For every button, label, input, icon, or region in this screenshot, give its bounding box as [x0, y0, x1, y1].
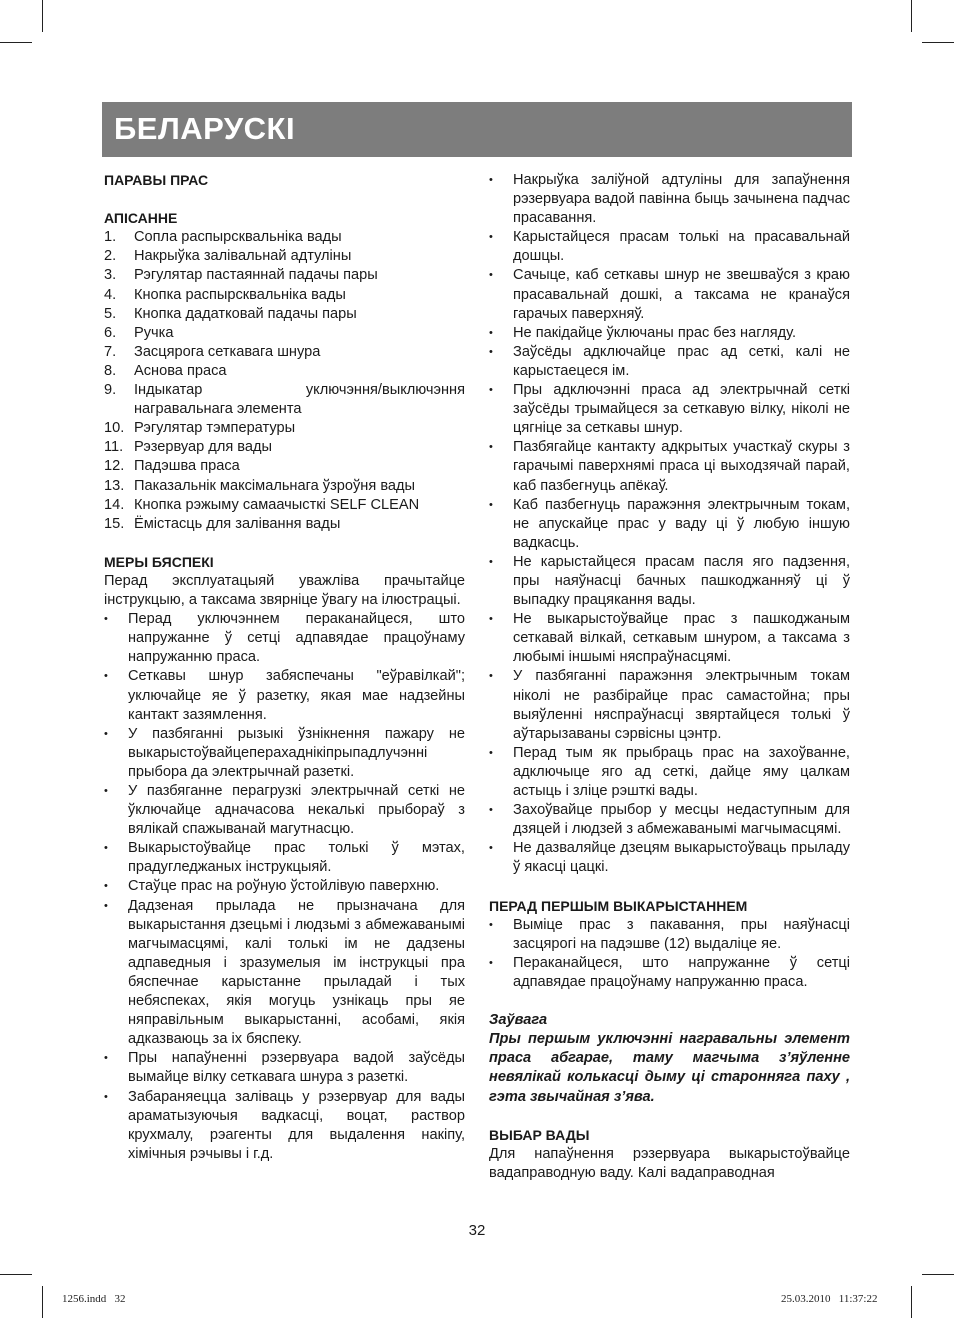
item-text: Кнопка распырсквальніка вады [134, 286, 346, 303]
item-text: Індыкатар уключэння/выключэння награвальнага элемента [134, 382, 465, 418]
list-item [489, 610, 850, 667]
list-item [104, 839, 465, 877]
list-item [489, 438, 850, 495]
list-item [104, 324, 465, 343]
bullet-icon: • [489, 670, 493, 683]
safety-list-continued [489, 171, 850, 877]
list-item [104, 1088, 465, 1164]
item-text: Рэгулятар тэмпературы [134, 420, 296, 437]
list-item [104, 381, 465, 419]
list-item [489, 801, 850, 839]
item-text: Рэзервуар для вады [134, 439, 273, 456]
list-item [489, 381, 850, 438]
item-text: Не пакідайце ўключаны прас без нагляду. [513, 324, 797, 341]
crop-mark [42, 1286, 43, 1318]
item-number: 15. [104, 515, 125, 532]
bullet-icon: • [489, 326, 493, 339]
description-heading: АПІСАННЕ [104, 210, 178, 227]
item-number: 12. [104, 458, 125, 475]
bullet-icon: • [104, 613, 108, 626]
parts-list [104, 228, 465, 534]
item-text: У пазбяганні паражэння электрычным токам ніколі не разбірайце прас самастойна; пры выяўленні няспраўнасці звяртайцеся толькі ў аўтарызаваны сэрвісны цэнтр. [513, 668, 850, 742]
bullet-icon: • [489, 555, 493, 568]
list-item [104, 438, 465, 457]
list-item [489, 839, 850, 877]
list-item [104, 266, 465, 285]
bullet-icon: • [104, 1090, 108, 1103]
page-number: 32 [468, 1222, 486, 1239]
item-text: Аснова праса [134, 362, 227, 379]
bullet-icon: • [489, 345, 493, 358]
list-item [489, 324, 850, 343]
first-use-list [489, 916, 850, 992]
crop-mark [911, 0, 912, 32]
bullet-icon: • [489, 384, 493, 397]
item-text: Кнопка дадатковай падачы пары [134, 305, 357, 322]
doc-title: ПАРАВЫ ПРАС [104, 172, 209, 188]
item-text: Пры адключэнні праса ад электрычнай сеткі заўсёды трымайцеся за сеткавую вілку, ніколі не цягніце за сеткавы шнур. [513, 382, 850, 437]
item-text: Ручка [134, 324, 174, 341]
list-item [489, 954, 850, 992]
item-number: 14. [104, 496, 125, 513]
list-item [104, 477, 465, 496]
page-title: БЕЛАРУСКІ [114, 111, 296, 146]
list-item [489, 171, 850, 228]
note-heading: Заўвага [489, 1012, 548, 1029]
crop-mark [922, 42, 954, 43]
list-item [489, 916, 850, 954]
item-text: Карыстайцеся прасам толькі на прасавальнай дошцы. [513, 229, 850, 265]
item-text: Ёмістасць для залівання вады [134, 515, 341, 532]
bullet-icon: • [489, 918, 493, 931]
item-text: Сеткавы шнур забяспечаны "еўравілкай"; уключайце яе ў разетку, якая мае надзейны кантакт зазямлення. [128, 668, 465, 723]
list-item [104, 782, 465, 839]
footer-date-info: 25.03.2010 11:37:22 [781, 1293, 878, 1305]
list-item [104, 1049, 465, 1087]
crop-mark [911, 1286, 912, 1318]
bullet-icon: • [104, 842, 108, 855]
bullet-icon: • [489, 842, 493, 855]
bullet-icon: • [104, 1052, 108, 1065]
crop-mark [42, 0, 43, 32]
list-item [104, 419, 465, 438]
bullet-icon: • [104, 899, 108, 912]
bullet-icon: • [489, 613, 493, 626]
item-number: 9. [104, 382, 117, 399]
bullet-icon: • [489, 231, 493, 244]
item-number: 2. [104, 248, 117, 265]
bullet-icon: • [489, 746, 493, 759]
item-number: 4. [104, 286, 117, 303]
item-number: 8. [104, 362, 117, 379]
bullet-icon: • [489, 804, 493, 817]
crop-mark [0, 1274, 32, 1275]
item-text: Пры напаўненні рэзервуара вадой заўсёды вымайце вілку сеткавага шнура з разеткі. [128, 1050, 465, 1086]
list-item [104, 877, 465, 896]
item-text: Дадзеная прылада не прызначана для выкарыстання дзецьмі і людзьмі з абмежаванымі магчымасцямі, калі толькі ім не дадзены адпаведныя і зразумелыя ім інструкцыі пра бяспечнае карыстанне прыладай і тых небяспеках, якія могуць узнікаць пры яе няправільным выкарыстанні, асобамі, якія адказваюць за іх бяспеку. [128, 897, 465, 1048]
footer-file-info: 1256.indd 32 [62, 1293, 126, 1305]
bullet-icon: • [489, 498, 493, 511]
list-item [104, 247, 465, 266]
list-item [104, 667, 465, 724]
item-text: Каб пазбегнуць паражэння электрычным токам, не апускайце прас у ваду ці ў любую іншую вадкасць. [513, 496, 850, 551]
note-text: Пры першым уключэнні награвальны элемент праса абгарае, таму магчыма з’яўленне невялікай колькасці дыму ці староннягa паху , гэта звычайная з’ява. [489, 1031, 850, 1105]
item-text: Заўсёды адключайце прас ад сеткі, калі не карыстаецеся ім. [513, 343, 850, 379]
bullet-icon: • [104, 785, 108, 797]
item-text: Пазбягайце кантакту адкрытых участкаў скуры з гарачымі паверхнямі праса ці выходзячай парай, каб пазбегнуць апёкаў. [513, 439, 850, 494]
bullet-icon: • [104, 670, 108, 683]
item-text: Накрыўка залівальнай адтуліны [134, 248, 352, 265]
crop-mark [922, 1274, 954, 1275]
item-number: 10. [104, 420, 125, 437]
item-text: Перад тым як прыбраць прас на захоўванне, адключыце яго ад сеткі, дайце яму цалкам астыць і зліце рэшткі вады. [513, 744, 850, 799]
list-item [104, 362, 465, 381]
left-column [104, 171, 465, 1164]
item-text: Стаўце прас на роўную ўстойлівую паверхню. [128, 878, 440, 895]
item-number: 13. [104, 477, 125, 494]
item-text: У пазбяганні рызыкі ўзнікнення пажару не выкарыстоўвайцеперахаднікіпрыпадлучэнні прыбора да электрычнай разеткі. [128, 725, 465, 780]
bullet-icon: • [489, 441, 493, 454]
safety-intro: Перад эксплуатацыяй уважліва прачытайце інструкцыю, а таксама звярніце ўвагу на ілюстрацыі. [104, 572, 465, 609]
item-text: Сачыце, каб сеткавы шнур не звешваўся з краю прасавальнай дошкі, а таксама не кранаўся гарачых паверхняў. [513, 267, 850, 322]
list-item [104, 610, 465, 667]
list-item [104, 343, 465, 362]
item-text: Забараняецца заліваць у рэзервуар для вады араматызуючыя вадкасці, воцат, раствор крухмалу, рэагенты для выдалення накіпу, хімічныя рэчывы і г.д. [128, 1088, 465, 1162]
list-item [104, 286, 465, 305]
list-item [489, 228, 850, 266]
list-item [104, 305, 465, 324]
list-item [104, 457, 465, 476]
item-text: У пазбяганне перагрузкі электрычнай сеткі не ўключайце адначасова некалькі прыбораў з вялікай спажыванай магутнасцю. [128, 783, 465, 838]
item-text: Сопла распырсквальніка вады [134, 229, 342, 246]
item-number: 1. [104, 229, 117, 246]
right-column [489, 171, 850, 1183]
language-header-bar [102, 102, 852, 157]
crop-mark [0, 42, 32, 43]
bullet-icon: • [104, 727, 108, 740]
list-item [489, 266, 850, 323]
list-item [104, 515, 465, 534]
item-number: 5. [104, 305, 117, 322]
item-text: Пераканайцеся, што напружанне ў сетці адпавядае працоўнаму напружанню праса. [513, 954, 850, 990]
item-text: Кнопка рэжыму самаачысткі SELF CLEAN [134, 496, 420, 513]
item-number: 7. [104, 343, 117, 360]
list-item [104, 496, 465, 515]
bullet-icon: • [489, 174, 493, 186]
item-text: Падэшва праса [134, 458, 240, 475]
safety-heading: МЕРЫ БЯСПЕКІ [104, 553, 214, 570]
item-text: Рэгулятар пастаяннай падачы пары [134, 267, 378, 284]
item-text: Не выкарыстоўвайце прас з пашкоджаным сеткавай вілкай, сеткавым шнуром, а таксама з любымі іншымі няспраўнасцямі. [513, 611, 850, 666]
list-item [104, 725, 465, 782]
item-text: Паказальнік максімальнага ўзроўня вады [134, 477, 416, 494]
item-number: 3. [104, 267, 117, 284]
water-text: Для напаўнення рэзервуара выкарыстоўвайце вадаправодную ваду. Калі вадаправодная [489, 1145, 850, 1181]
first-use-heading: ПЕРАД ПЕРШЫМ ВЫКАРЫСТАННЕМ [489, 897, 748, 914]
list-item [489, 667, 850, 743]
item-text: Выміце прас з пакавання, пры наяўнасці засцярогі на падэшве (12) выдаліце яе. [513, 916, 850, 952]
list-item [489, 553, 850, 610]
safety-list [104, 610, 465, 1164]
list-item [489, 496, 850, 553]
item-number: 11. [104, 439, 124, 456]
item-number: 6. [104, 324, 117, 341]
list-item [104, 897, 465, 1050]
list-item [489, 744, 850, 801]
item-text: Засцярога сеткавага шнура [134, 343, 321, 360]
bullet-icon: • [104, 880, 108, 893]
item-text: Не карыстайцеся прасам пасля яго падзення, пры наяўнасці бачных пашкоджанняў ці ў выпадку працякання вады. [513, 553, 850, 609]
bullet-icon: • [489, 956, 493, 969]
list-item [104, 228, 465, 247]
list-item [489, 343, 850, 381]
item-text: Не дазваляйце дзецям выкарыстоўваць прыладу ў якасці цацкі. [513, 840, 850, 876]
item-text: Перад уключэннем пераканайцеся, што напружанне ў сетці адпавядае працоўнаму напружанню праса. [128, 611, 465, 666]
item-text: Захоўвайце прыбор у месцы недаступным для дзяцей і людзей з абмежаванымі магчымасцямі. [513, 802, 850, 838]
item-text: Накрыўка заліўной адтуліны для запаўнення рэзервуара вадой павінна быць зачынена падчас прасавання. [513, 172, 850, 227]
water-heading: ВЫБАР ВАДЫ [489, 1126, 590, 1143]
bullet-icon: • [489, 269, 493, 282]
item-text: Выкарыстоўвайце прас толькі ў мэтах, прадугледжаных інструкцыяй. [128, 840, 465, 876]
